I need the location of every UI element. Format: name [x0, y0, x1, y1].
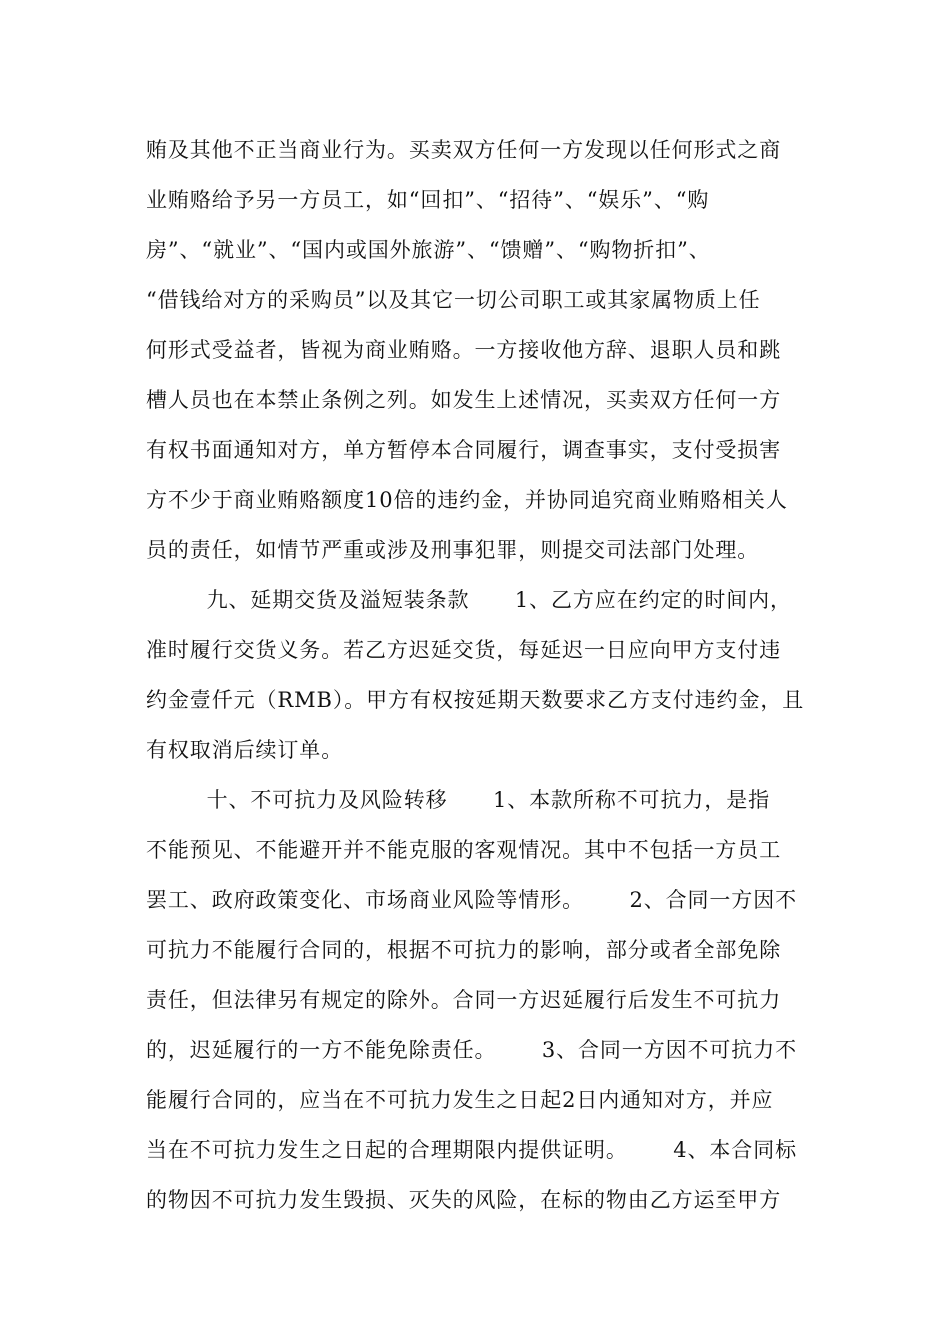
text-line-10: 九、延期交货及溢短装条款 1、乙方应在约定的时间内， — [146, 588, 792, 612]
text-line-20: 能履行合同的，应当在不可抗力发生之日起2日内通知对方，并应 — [146, 1088, 774, 1112]
text-line-5: 何形式受益者，皆视为商业贿赂。一方接收他方辞、退职人员和跳 — [146, 338, 782, 362]
text-line-3: 房”、“就业”、“国内或国外旅游”、“馈赠”、“购物折扣”、 — [146, 238, 711, 262]
text-line-16: 罢工、政府政策变化、市场商业风险等情形。 2、合同一方因不 — [146, 888, 798, 912]
text-line-19: 的，迟延履行的一方不能免除责任。 3、合同一方因不可抗力不 — [146, 1038, 798, 1062]
text-line-11: 准时履行交货义务。若乙方迟延交货，每延迟一日应向甲方支付违 — [146, 638, 782, 662]
text-line-22: 的物因不可抗力发生毁损、灭失的风险，在标的物由乙方运至甲方 — [146, 1188, 782, 1212]
text-line-14: 十、不可抗力及风险转移 1、本款所称不可抗力，是指 — [146, 788, 771, 812]
text-line-13: 有权取消后续订单。 — [146, 738, 344, 762]
text-line-17: 可抗力不能履行合同的，根据不可抗力的影响，部分或者全部免除 — [146, 938, 782, 962]
text-line-2: 业贿赂给予另一方员工，如“回扣”、“招待”、“娱乐”、“购 — [146, 188, 710, 212]
text-line-21: 当在不可抗力发生之日起的合理期限内提供证明。 4、本合同标 — [146, 1138, 798, 1162]
text-line-7: 有权书面通知对方，单方暂停本合同履行，调查事实，支付受损害 — [146, 438, 782, 462]
text-line-4: “借钱给对方的采购员”以及其它一切公司职工或其家属物质上任 — [146, 288, 761, 312]
text-line-1: 贿及其他不正当商业行为。买卖双方任何一方发现以任何形式之商 — [146, 138, 782, 162]
text-line-12: 约金壹仟元（RMB）。甲方有权按延期天数要求乙方支付违约金，且 — [146, 688, 805, 712]
text-line-8: 方不少于商业贿赂额度10倍的违约金，并协同追究商业贿赂相关人 — [146, 488, 788, 512]
text-line-18: 责任，但法律另有规定的除外。合同一方迟延履行后发生不可抗力 — [146, 988, 782, 1012]
text-line-6: 槽人员也在本禁止条例之列。如发生上述情况，买卖双方任何一方 — [146, 388, 782, 412]
text-line-15: 不能预见、不能避开并不能克服的客观情况。其中不包括一方员工 — [146, 838, 782, 862]
text-line-9: 员的责任，如情节严重或涉及刑事犯罪，则提交司法部门处理。 — [146, 538, 760, 562]
